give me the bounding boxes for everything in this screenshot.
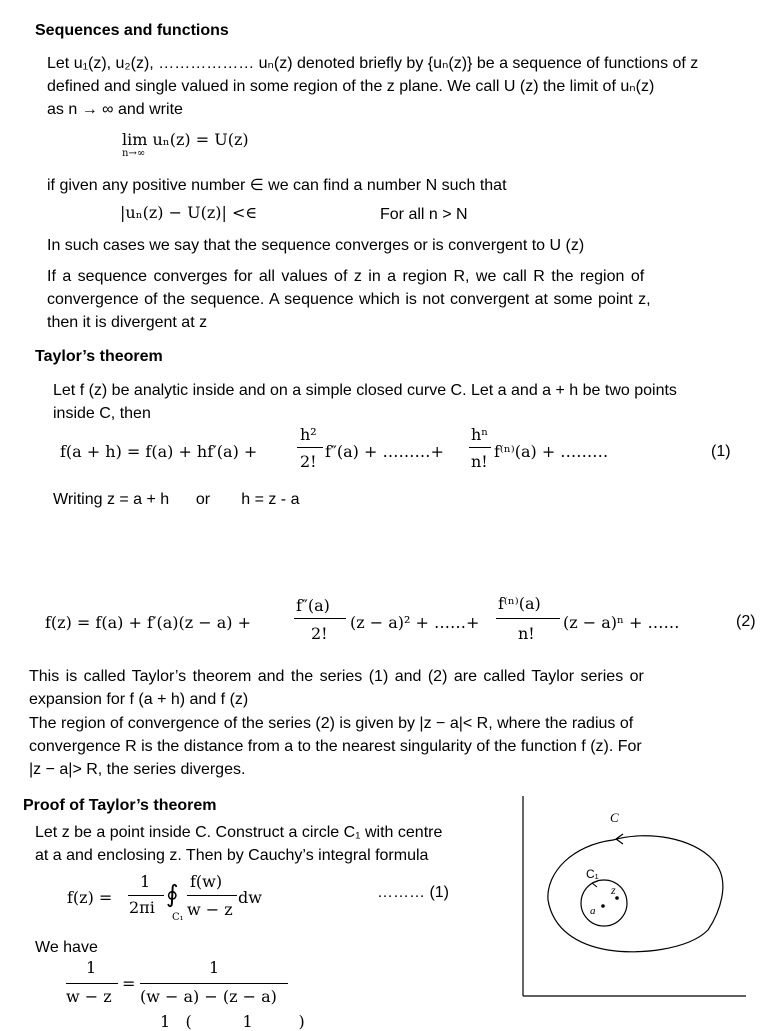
eq3-frac1-den: w − z (66, 987, 112, 1006)
circle-c1-icon (581, 880, 627, 926)
taylor-eq1-frac1-bar (297, 447, 323, 448)
taylor-eq1-frac1-num: h² (300, 425, 317, 444)
taylor-eq1-frac2-num: hⁿ (471, 425, 489, 444)
label-z: z (611, 883, 616, 897)
taylor-eq2-part-b: (z − a)² + ……+ (350, 613, 480, 632)
label-a: a (590, 905, 596, 917)
sec2-para3-line3: |z − a|> R, the series diverges. (29, 761, 246, 778)
we-have: We have (35, 939, 98, 956)
taylor-eq1-part-b: f″(a) + ………+ (325, 442, 444, 461)
contour-integral-icon: ∮ (166, 880, 179, 908)
sec1-para4-line1: If a sequence converges for all values of z in a region R, we call R the region of (47, 268, 645, 285)
eq3-frac1-bar (66, 983, 118, 984)
sec2-para1-line2: inside C, then (53, 405, 151, 422)
taylor-eq1-part-c: f⁽ⁿ⁾(a) + ……… (494, 442, 609, 461)
abs-inequality: |uₙ(z) − U(z)| <∈ (120, 203, 258, 222)
limit-equation: lim uₙ(z) = U(z) (122, 130, 249, 149)
taylor-eq1-frac2-den: n! (471, 452, 488, 471)
eq3-frac2-bar (140, 983, 288, 984)
heading-taylor: Taylor’s theorem (35, 348, 163, 365)
taylor-eq1-frac2-bar (469, 447, 491, 448)
sec1-para1-line2: defined and single valued in some region of the z plane. We call U (z) the limit of uₙ(z) (47, 78, 655, 95)
taylor-eq2-frac2-den: n! (518, 624, 535, 643)
cauchy-frac2-num: f(w) (190, 872, 223, 891)
taylor-eq2-frac2-num: f⁽ⁿ⁾(a) (498, 594, 541, 613)
heading-proof: Proof of Taylor’s theorem (23, 797, 217, 814)
label-c: C (610, 810, 619, 825)
cauchy-frac1-num: 1 (140, 872, 151, 891)
point-z-icon (615, 896, 619, 900)
eq4-partial-line: 1 ( 1 ) (160, 1012, 305, 1031)
sec2-para2-line1: This is called Taylor’s theorem and the series (1) and (2) are called Taylor series or (29, 668, 644, 685)
taylor-eq1-number: (1) (711, 443, 731, 460)
sec1-para4-line3: then it is divergent at z (47, 314, 208, 331)
taylor-eq2-part-a: f(z) = f(a) + f′(a)(z − a) + (45, 613, 252, 632)
sec1-para4-line2: convergence of the sequence. A sequence which is not convergent at some point z, (47, 291, 651, 308)
sec1-para2: if given any positive number ∈ we can find a number N such that (47, 177, 507, 194)
sec3-para1-line2: at a and enclosing z. Then by Cauchy’s integral formula (35, 847, 429, 864)
curve-c-icon (548, 836, 723, 952)
sec1-para3: In such cases we say that the sequence converges or is convergent to U (z) (47, 237, 585, 254)
cauchy-lhs: f(z) = (67, 888, 113, 907)
sec1-para1-line1: Let u₁(z), u₂(z), ……………… uₙ(z) denoted briefly by {uₙ(z)} be a sequence of functions of z (47, 55, 699, 72)
eq3-equals: = (122, 974, 136, 993)
cauchy-eq-number: ……… (1) (377, 884, 449, 901)
sec2-para3-line2: convergence R is the distance from a to the nearest singularity of the function f (z). For (29, 738, 642, 755)
heading-sequences: Sequences and functions (35, 22, 229, 39)
cauchy-frac2-den: w − z (187, 900, 233, 919)
point-a-icon (601, 904, 605, 908)
cauchy-frac1-bar (128, 895, 164, 896)
taylor-eq2-number: (2) (736, 613, 756, 630)
taylor-eq2-frac2-bar (496, 618, 560, 619)
writing-substitution: Writing z = a + h or h = z - a (53, 491, 300, 508)
taylor-eq2-frac1-bar (294, 618, 346, 619)
circle-c1-arrow-icon (592, 881, 598, 887)
cauchy-frac2-bar (187, 895, 237, 896)
eq3-frac2-den: (w − a) − (z − a) (140, 987, 277, 1006)
label-c1: C₁ (586, 867, 599, 881)
sec2-para1-line1: Let f (z) be analytic inside and on a simple closed curve C. Let a and a + h be two points (53, 382, 677, 399)
contour-subscript: C₁ (172, 912, 184, 923)
sec3-para1-line1: Let z be a point inside C. Construct a circle C₁ with centre (35, 824, 443, 841)
limit-subscript: n→∞ (122, 148, 146, 159)
cauchy-frac1-den: 2πi (129, 898, 155, 917)
taylor-eq2-part-c: (z − a)ⁿ + …… (563, 613, 680, 632)
sec2-para3-line1: The region of convergence of the series (2) is given by |z − a|< R, where the radius of (29, 715, 634, 732)
sec2-para2-line2: expansion for f (a + h) and f (z) (29, 691, 249, 708)
taylor-eq1-frac1-den: 2! (300, 452, 317, 471)
taylor-eq2-frac1-num: f″(a) (296, 596, 330, 615)
cauchy-dw: dw (238, 888, 262, 907)
sec1-para1-line3: as n → ∞ and write (47, 101, 183, 118)
eq3-frac2-num: 1 (209, 958, 220, 977)
taylor-eq1-part-a: f(a + h) = f(a) + hf′(a) + (60, 442, 258, 461)
contour-figure (518, 790, 748, 1002)
for-all-condition: For all n > N (380, 206, 468, 223)
taylor-eq2-frac1-den: 2! (311, 624, 328, 643)
eq3-frac1-num: 1 (86, 958, 97, 977)
